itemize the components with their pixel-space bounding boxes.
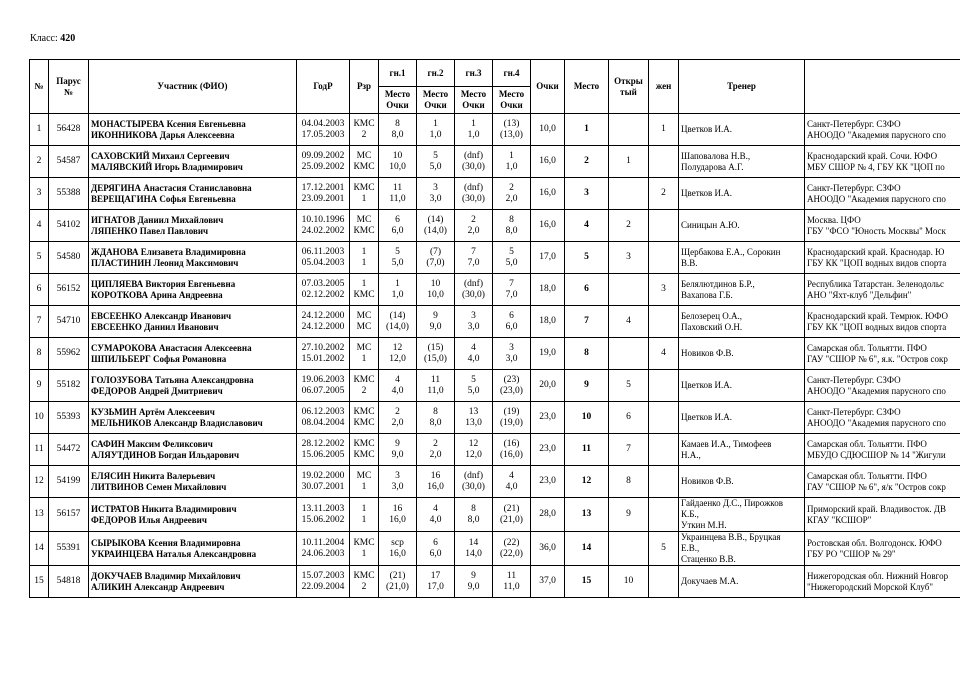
header-row: [30, 60, 960, 87]
race3-result: 12 12,0: [455, 434, 493, 466]
race2-result: 16 16,0: [417, 466, 455, 498]
col-points-header: Очки: [531, 60, 565, 114]
open-place: 9: [609, 498, 649, 532]
race1-result: 5 5,0: [379, 242, 417, 274]
overall-place: 8: [565, 338, 609, 370]
overall-place: 9: [565, 370, 609, 402]
race4-result: (22) (22,0): [493, 532, 531, 566]
total-points: 16,0: [531, 210, 565, 242]
race3-result: 7 7,0: [455, 242, 493, 274]
ranks: КМС 1: [350, 532, 379, 566]
region-club: Приморский край. Владивосток. ДВ КГАУ "КСШОР": [805, 498, 960, 532]
race4-result: (23) (23,0): [493, 370, 531, 402]
coach-names: Цветков И.А.: [679, 402, 805, 434]
open-place: [609, 532, 649, 566]
race1-result: 2 2,0: [379, 402, 417, 434]
overall-place: 7: [565, 306, 609, 338]
participant-names: ЖДАНОВА Елизавета Владимировна ПЛАСТИНИН Леонид Максимович: [89, 242, 297, 274]
open-place: 1: [609, 146, 649, 178]
ranks: КМС 2: [350, 370, 379, 402]
table-row: [30, 370, 960, 402]
race2-result: (7) (7,0): [417, 242, 455, 274]
open-place: [609, 178, 649, 210]
coach-names: Украинцева В.В., Бруцкая Е.В., Стаценко В.В.: [679, 532, 805, 566]
race2-result: 3 3,0: [417, 178, 455, 210]
race1-result: 9 9,0: [379, 434, 417, 466]
coach-names: Шаповалова Н.В., Полударова А.Г.: [679, 146, 805, 178]
col-women-header: жен: [649, 60, 679, 114]
race1-result: scp 16,0: [379, 532, 417, 566]
table-row: [30, 434, 960, 466]
race1-result: (21) (21,0): [379, 566, 417, 598]
coach-names: Новиков Ф.В.: [679, 338, 805, 370]
race2-result: 5 5,0: [417, 146, 455, 178]
women-place: [649, 370, 679, 402]
race2-result: 10 10,0: [417, 274, 455, 306]
open-place: 3: [609, 242, 649, 274]
race4-result: 6 6,0: [493, 306, 531, 338]
ranks: 1 1: [350, 498, 379, 532]
sail-number: 55182: [49, 370, 89, 402]
region-club: Самарская обл. Тольятти. ПФО ГАУ "СШОР № 6", я.к. "Остров сокр: [805, 338, 960, 370]
sail-number: 54199: [49, 466, 89, 498]
race3-result: (dnf) (30,0): [455, 274, 493, 306]
col-place-header: Место: [565, 60, 609, 114]
participant-names: ИСТРАТОВ Никита Владимирович ФЕДОРОВ Илья Андреевич: [89, 498, 297, 532]
row-number: 12: [30, 466, 49, 498]
sail-number: 54818: [49, 566, 89, 598]
race3-result: 1 1,0: [455, 114, 493, 146]
col-rank-header: Рзр: [350, 60, 379, 114]
row-number: 4: [30, 210, 49, 242]
row-number: 14: [30, 532, 49, 566]
col-race1-header: гн.1: [379, 60, 417, 87]
total-points: 16,0: [531, 146, 565, 178]
total-points: 23,0: [531, 402, 565, 434]
race3-result: 13 13,0: [455, 402, 493, 434]
race3-subheader: Место Очки: [455, 87, 493, 114]
participant-names: СЫРЫКОВА Ксения Владимировна УКРАИНЦЕВА Наталья Александровна: [89, 532, 297, 566]
row-number: 15: [30, 566, 49, 598]
race2-result: 1 1,0: [417, 114, 455, 146]
open-place: 7: [609, 434, 649, 466]
race2-result: 9 9,0: [417, 306, 455, 338]
total-points: 16,0: [531, 178, 565, 210]
total-points: 37,0: [531, 566, 565, 598]
overall-place: 10: [565, 402, 609, 434]
birth-dates: 13.11.2003 15.06.2002: [297, 498, 350, 532]
total-points: 10,0: [531, 114, 565, 146]
ranks: МС 1: [350, 338, 379, 370]
region-club: Краснодарский край. Краснодар. Ю ГБУ КК "ЦОП водных видов спорта: [805, 242, 960, 274]
women-place: [649, 146, 679, 178]
total-points: 18,0: [531, 306, 565, 338]
birth-dates: 24.12.2000 24.12.2000: [297, 306, 350, 338]
race3-result: (dnf) (30,0): [455, 178, 493, 210]
race4-result: 1 1,0: [493, 146, 531, 178]
col-race4-header: гн.4: [493, 60, 531, 87]
ranks: МС МС: [350, 306, 379, 338]
sail-number: 55962: [49, 338, 89, 370]
women-place: [649, 242, 679, 274]
open-place: [609, 114, 649, 146]
women-place: [649, 566, 679, 598]
participant-names: ЕЛЯСИН Никита Валерьевич ЛИТВИНОВ Семен Михайлович: [89, 466, 297, 498]
total-points: 23,0: [531, 466, 565, 498]
race4-result: 5 5,0: [493, 242, 531, 274]
overall-place: 4: [565, 210, 609, 242]
women-place: [649, 434, 679, 466]
race2-result: 8 8,0: [417, 402, 455, 434]
participant-names: МОНАСТЫРЕВА Ксения Евгеньевна ИКОННИКОВА Дарья Алексеевна: [89, 114, 297, 146]
coach-names: Белялютдинов Б.Р., Вахапова Г.Б.: [679, 274, 805, 306]
race1-result: 10 10,0: [379, 146, 417, 178]
women-place: [649, 498, 679, 532]
race2-subheader: Место Очки: [417, 87, 455, 114]
ranks: КМС 2: [350, 114, 379, 146]
table-row: [30, 566, 960, 598]
race4-subheader: Место Очки: [493, 87, 531, 114]
women-place: [649, 466, 679, 498]
table-row: [30, 466, 960, 498]
race4-result: 8 8,0: [493, 210, 531, 242]
race4-result: 11 11,0: [493, 566, 531, 598]
race4-result: (19) (19,0): [493, 402, 531, 434]
table-row: [30, 210, 960, 242]
participant-names: САХОВСКИЙ Михаил Сергеевич МАЛЯВСКИЙ Игорь Владимирович: [89, 146, 297, 178]
birth-dates: 19.06.2003 06.07.2005: [297, 370, 350, 402]
race1-result: 16 16,0: [379, 498, 417, 532]
race1-result: 12 12,0: [379, 338, 417, 370]
ranks: МС КМС: [350, 210, 379, 242]
ranks: КМС 1: [350, 178, 379, 210]
open-place: 6: [609, 402, 649, 434]
overall-place: 5: [565, 242, 609, 274]
total-points: 17,0: [531, 242, 565, 274]
row-number: 7: [30, 306, 49, 338]
row-number: 9: [30, 370, 49, 402]
race3-result: 2 2,0: [455, 210, 493, 242]
sail-number: 54472: [49, 434, 89, 466]
coach-names: Гайдаенко Д.С., Пирожков К.Б., Уткин М.Н.: [679, 498, 805, 532]
overall-place: 14: [565, 532, 609, 566]
open-place: 10: [609, 566, 649, 598]
table-row: [30, 274, 960, 306]
participant-names: САФИН Максим Феликсович АЛЯУТДИНОВ Богдан Ильдарович: [89, 434, 297, 466]
race1-result: 6 6,0: [379, 210, 417, 242]
row-number: 3: [30, 178, 49, 210]
coach-names: Камаев И.А., Тимофеев Н.А.,: [679, 434, 805, 466]
overall-place: 15: [565, 566, 609, 598]
overall-place: 12: [565, 466, 609, 498]
participant-names: ГОЛОЗУБОВА Татьяна Александровна ФЕДОРОВ Андрей Дмитриевич: [89, 370, 297, 402]
table-row: [30, 306, 960, 338]
region-club: Ростовская обл. Волгодонск. ЮФО ГБУ РО "СШОР № 29": [805, 532, 960, 566]
row-number: 1: [30, 114, 49, 146]
region-club: Самарская обл. Тольятти. ПФО ГАУ "СШОР № 6", я/к "Остров сокр: [805, 466, 960, 498]
women-place: 3: [649, 274, 679, 306]
race2-result: 2 2,0: [417, 434, 455, 466]
participant-names: КУЗЬМИН Артём Алексеевич МЕЛЬНИКОВ Александр Владиславович: [89, 402, 297, 434]
participant-names: ИГНАТОВ Даниил Михайлович ЛЯПЕНКО Павел Павлович: [89, 210, 297, 242]
open-place: 2: [609, 210, 649, 242]
total-points: 36,0: [531, 532, 565, 566]
birth-dates: 10.10.1996 24.02.2002: [297, 210, 350, 242]
open-place: 4: [609, 306, 649, 338]
row-number: 11: [30, 434, 49, 466]
race1-subheader: Место Очки: [379, 87, 417, 114]
coach-names: Синицын А.Ю.: [679, 210, 805, 242]
race1-result: 11 11,0: [379, 178, 417, 210]
open-place: 5: [609, 370, 649, 402]
race3-result: 5 5,0: [455, 370, 493, 402]
birth-dates: 19.02.2000 30.07.2001: [297, 466, 350, 498]
sail-number: 56428: [49, 114, 89, 146]
overall-place: 2: [565, 146, 609, 178]
row-number: 10: [30, 402, 49, 434]
race3-result: 3 3,0: [455, 306, 493, 338]
race4-result: 4 4,0: [493, 466, 531, 498]
race1-result: 1 1,0: [379, 274, 417, 306]
table-row: [30, 146, 960, 178]
race1-result: 4 4,0: [379, 370, 417, 402]
sail-number: 55388: [49, 178, 89, 210]
participant-names: ДЕРЯГИНА Анастасия Станиславовна ВЕРЕЩАГИНА Софья Евгеньевна: [89, 178, 297, 210]
total-points: 23,0: [531, 434, 565, 466]
women-place: 1: [649, 114, 679, 146]
coach-names: Новиков Ф.В.: [679, 466, 805, 498]
ranks: КМС 2: [350, 566, 379, 598]
class-value: 420: [60, 33, 76, 44]
overall-place: 13: [565, 498, 609, 532]
col-coach-header: Тренер: [679, 60, 805, 114]
region-club: Нижегородская обл. Нижний Новгор "Нижегородский Морской Клуб": [805, 566, 960, 598]
table-row: [30, 114, 960, 146]
col-sail-header: Парус №: [49, 60, 89, 114]
ranks: 1 1: [350, 242, 379, 274]
coach-names: Цветков И.А.: [679, 370, 805, 402]
region-club: Самарская обл. Тольятти. ПФО МБУДО СДЮСШОР № 14 "Жигули: [805, 434, 960, 466]
birth-dates: 07.03.2005 02.12.2002: [297, 274, 350, 306]
women-place: 4: [649, 338, 679, 370]
birth-dates: 04.04.2003 17.05.2003: [297, 114, 350, 146]
race2-result: 6 6,0: [417, 532, 455, 566]
sail-number: 54580: [49, 242, 89, 274]
race4-result: (13) (13,0): [493, 114, 531, 146]
race3-result: (dnf) (30,0): [455, 146, 493, 178]
region-club: Санкт-Петербург. СЗФО АНООДО "Академия парусного спо: [805, 114, 960, 146]
results-table: [29, 59, 960, 598]
birth-dates: 06.12.2003 08.04.2004: [297, 402, 350, 434]
sail-number: 54102: [49, 210, 89, 242]
col-race2-header: гн.2: [417, 60, 455, 87]
birth-dates: 28.12.2002 15.06.2005: [297, 434, 350, 466]
birth-dates: 17.12.2001 23.09.2001: [297, 178, 350, 210]
total-points: 18,0: [531, 274, 565, 306]
race2-result: (14) (14,0): [417, 210, 455, 242]
race1-result: 3 3,0: [379, 466, 417, 498]
race3-result: 8 8,0: [455, 498, 493, 532]
women-place: [649, 210, 679, 242]
birth-dates: 06.11.2003 05.04.2003: [297, 242, 350, 274]
class-label: [30, 33, 75, 44]
sail-number: 55391: [49, 532, 89, 566]
sail-number: 55393: [49, 402, 89, 434]
col-num-header: №: [30, 60, 49, 114]
ranks: МС 1: [350, 466, 379, 498]
open-place: [609, 338, 649, 370]
overall-place: 11: [565, 434, 609, 466]
race4-result: (16) (16,0): [493, 434, 531, 466]
region-club: Краснодарский край. Сочи. ЮФО МБУ СШОР № 4, ГБУ КК "ЦОП по: [805, 146, 960, 178]
women-place: 5: [649, 532, 679, 566]
women-place: [649, 306, 679, 338]
race2-result: 4 4,0: [417, 498, 455, 532]
coach-names: Щербакова Е.А., Сорокин В.В.: [679, 242, 805, 274]
birth-dates: 09.09.2002 25.09.2002: [297, 146, 350, 178]
total-points: 28,0: [531, 498, 565, 532]
sail-number: 56157: [49, 498, 89, 532]
coach-names: Докучаев М.А.: [679, 566, 805, 598]
row-number: 13: [30, 498, 49, 532]
results-body: [30, 114, 960, 598]
region-club: Санкт-Петербург. СЗФО АНООДО "Академия парусного спо: [805, 370, 960, 402]
race4-result: (21) (21,0): [493, 498, 531, 532]
women-place: 2: [649, 178, 679, 210]
table-row: [30, 532, 960, 566]
overall-place: 1: [565, 114, 609, 146]
coach-names: Цветков И.А.: [679, 178, 805, 210]
region-club: Краснодарский край. Темрюк. ЮФО ГБУ КК "ЦОП водных видов спорта: [805, 306, 960, 338]
coach-names: Цветков И.А.: [679, 114, 805, 146]
race4-result: 3 3,0: [493, 338, 531, 370]
participant-names: ЦИПЛЯЕВА Виктория Евгеньевна КОРОТКОВА Арина Андреевна: [89, 274, 297, 306]
participant-names: ЕВСЕЕНКО Александр Иванович ЕВСЕЕНКО Даниил Иванович: [89, 306, 297, 338]
race1-result: 8 8,0: [379, 114, 417, 146]
race1-result: (14) (14,0): [379, 306, 417, 338]
overall-place: 3: [565, 178, 609, 210]
race2-result: 17 17,0: [417, 566, 455, 598]
table-row: [30, 242, 960, 274]
open-place: [609, 274, 649, 306]
table-row: [30, 338, 960, 370]
class-label-text: Класс:: [30, 33, 58, 44]
table-row: [30, 402, 960, 434]
race2-result: 11 11,0: [417, 370, 455, 402]
ranks: МС КМС: [350, 146, 379, 178]
row-number: 8: [30, 338, 49, 370]
race3-result: 9 9,0: [455, 566, 493, 598]
region-club: Санкт-Петербург. СЗФО АНООДО "Академия парусного спо: [805, 402, 960, 434]
table-row: [30, 178, 960, 210]
ranks: КМС КМС: [350, 434, 379, 466]
ranks: 1 КМС: [350, 274, 379, 306]
row-number: 2: [30, 146, 49, 178]
birth-dates: 27.10.2002 15.01.2002: [297, 338, 350, 370]
sail-number: 54710: [49, 306, 89, 338]
open-place: 8: [609, 466, 649, 498]
overall-place: 6: [565, 274, 609, 306]
birth-dates: 10.11.2004 24.06.2003: [297, 532, 350, 566]
row-number: 5: [30, 242, 49, 274]
sail-number: 56152: [49, 274, 89, 306]
region-club: Москва. ЦФО ГБУ "ФСО "Юность Москвы" Моск: [805, 210, 960, 242]
table-row: [30, 498, 960, 532]
col-region-header: [805, 60, 960, 114]
sail-number: 54587: [49, 146, 89, 178]
total-points: 20,0: [531, 370, 565, 402]
participant-names: СУМАРОКОВА Анастасия Алексеевна ШПИЛЬБЕРГ Софья Романовна: [89, 338, 297, 370]
region-club: Санкт-Петербург. СЗФО АНООДО "Академия парусного спо: [805, 178, 960, 210]
col-birth-header: ГодР: [297, 60, 350, 114]
participant-names: ДОКУЧАЕВ Владимир Михайлович АЛИКИН Александр Андреевич: [89, 566, 297, 598]
ranks: КМС КМС: [350, 402, 379, 434]
coach-names: Белозерец О.А., Паховский О.Н.: [679, 306, 805, 338]
race3-result: (dnf) (30,0): [455, 466, 493, 498]
region-club: Республика Татарстан. Зеленодольс АНО "Яхт-клуб "Дельфин": [805, 274, 960, 306]
race4-result: 2 2,0: [493, 178, 531, 210]
birth-dates: 15.07.2003 22.09.2004: [297, 566, 350, 598]
race4-result: 7 7,0: [493, 274, 531, 306]
col-participant-header: Участник (ФИО): [89, 60, 297, 114]
women-place: [649, 402, 679, 434]
race3-result: 4 4,0: [455, 338, 493, 370]
col-open-header: Откры тый: [609, 60, 649, 114]
race2-result: (15) (15,0): [417, 338, 455, 370]
row-number: 6: [30, 274, 49, 306]
col-race3-header: гн.3: [455, 60, 493, 87]
race3-result: 14 14,0: [455, 532, 493, 566]
total-points: 19,0: [531, 338, 565, 370]
